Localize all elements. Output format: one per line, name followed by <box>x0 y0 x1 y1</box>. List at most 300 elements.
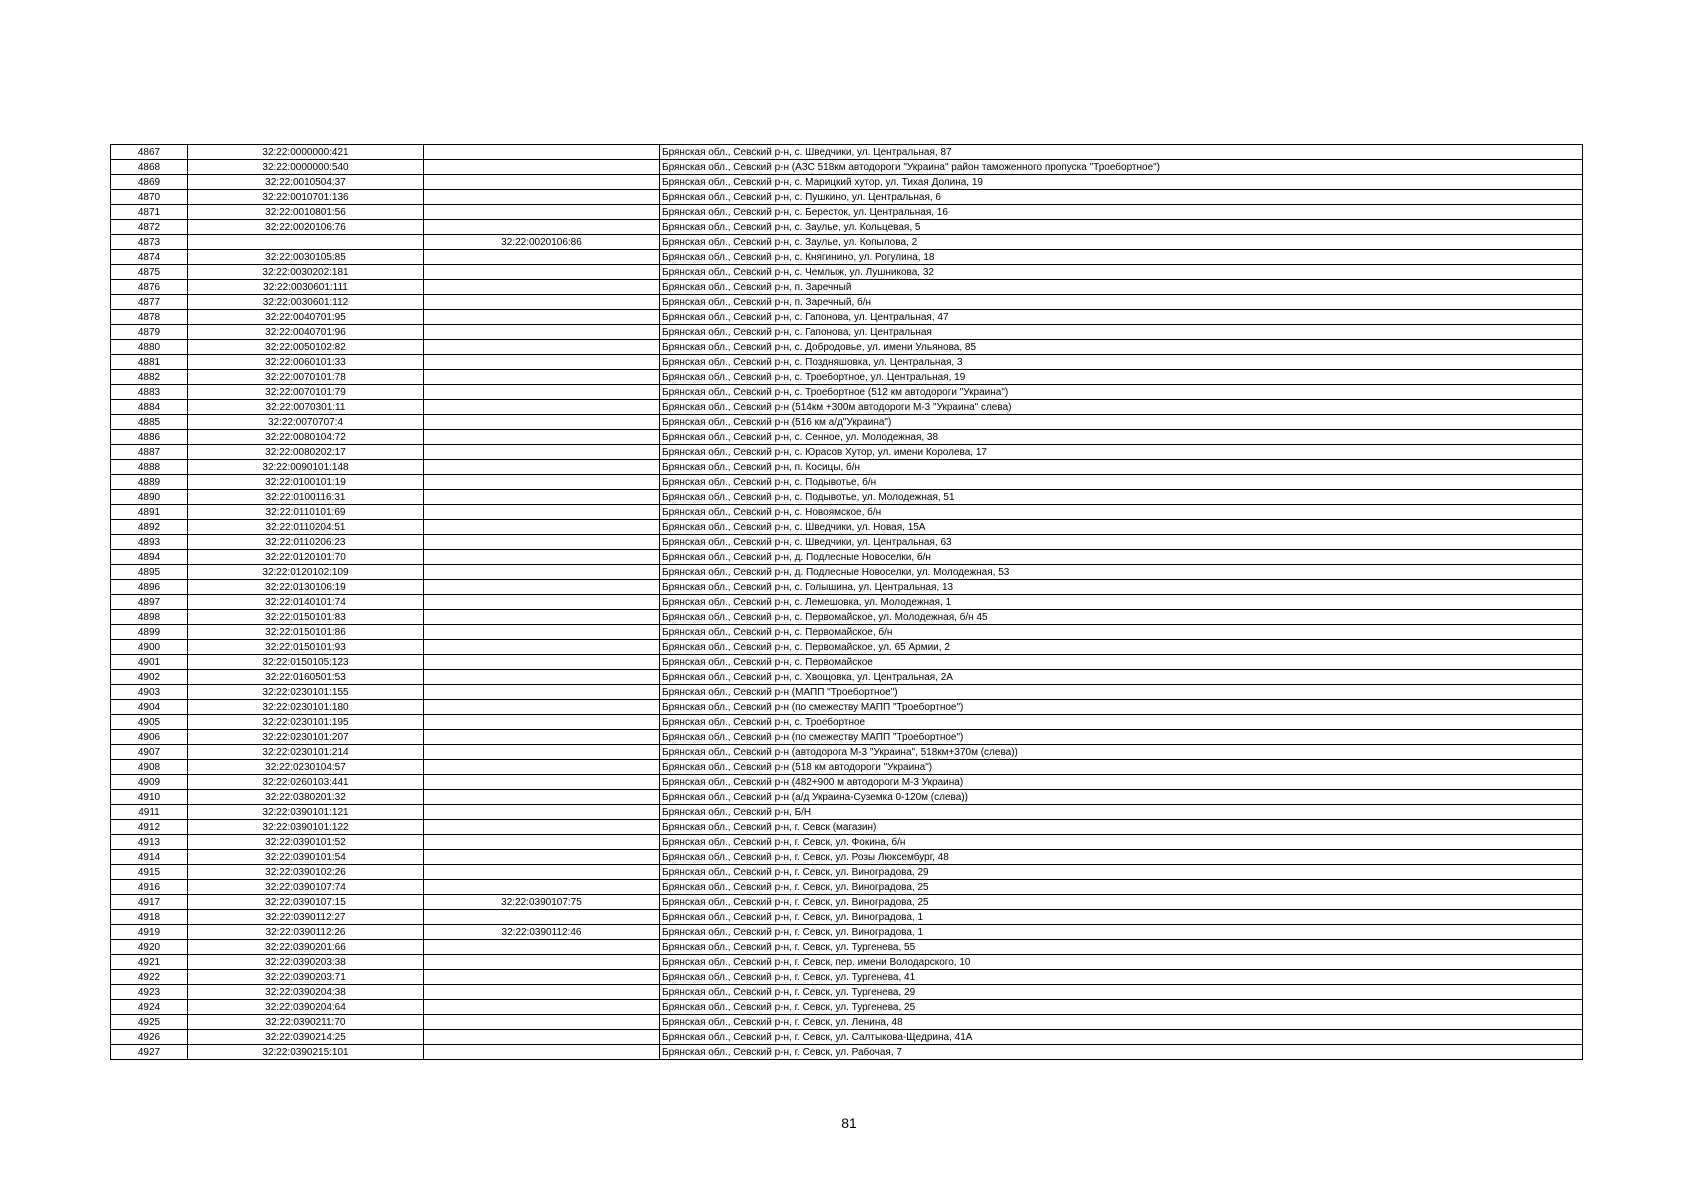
cadastral-number-cell: 32:22:0230104:57 <box>188 760 424 775</box>
address-cell: Брянская обл., Севский р-н, с. Троебортное (512 км автодороги "Украина") <box>660 385 1583 400</box>
cadastral-number-cell: 32:22:0070101:78 <box>188 370 424 385</box>
table-row <box>111 1030 1583 1045</box>
table-row <box>111 1015 1583 1030</box>
address-cell: Брянская обл., Севский р-н (МАПП "Троебортное") <box>660 685 1583 700</box>
related-cadastral-number-cell <box>424 205 660 220</box>
cadastral-number-cell: 32:22:0050102:82 <box>188 340 424 355</box>
table-row <box>111 340 1583 355</box>
cadastral-number-cell: 32:22:0140101:74 <box>188 595 424 610</box>
cadastral-number-cell: 32:22:0390101:122 <box>188 820 424 835</box>
row-number-cell: 4925 <box>111 1015 188 1030</box>
table-row <box>111 550 1583 565</box>
row-number-cell: 4903 <box>111 685 188 700</box>
related-cadastral-number-cell <box>424 385 660 400</box>
related-cadastral-number-cell <box>424 520 660 535</box>
cadastral-number-cell: 32:22:0150105:123 <box>188 655 424 670</box>
cadastral-number-cell: 32:22:0230101:155 <box>188 685 424 700</box>
row-number-cell: 4912 <box>111 820 188 835</box>
cadastral-number-cell: 32:22:0390204:64 <box>188 1000 424 1015</box>
address-cell: Брянская обл., Севский р-н, с. Шведчики, ул. Центральная, 87 <box>660 145 1583 160</box>
table-row <box>111 985 1583 1000</box>
cadastral-number-cell: 32:22:0010504:37 <box>188 175 424 190</box>
cadastral-number-cell: 32:22:0070301:11 <box>188 400 424 415</box>
table-row <box>111 355 1583 370</box>
related-cadastral-number-cell <box>424 160 660 175</box>
table-row <box>111 385 1583 400</box>
related-cadastral-number-cell <box>424 610 660 625</box>
address-cell: Брянская обл., Севский р-н, г. Севск, ул. Рабочая, 7 <box>660 1045 1583 1060</box>
page-number: 81 <box>841 1115 857 1131</box>
table-row <box>111 190 1583 205</box>
address-cell: Брянская обл., Севский р-н, с. Заулье, ул. Копылова, 2 <box>660 235 1583 250</box>
table-row <box>111 1000 1583 1015</box>
table-row <box>111 925 1583 940</box>
row-number-cell: 4867 <box>111 145 188 160</box>
cadastral-number-cell: 32:22:0390101:54 <box>188 850 424 865</box>
address-cell: Брянская обл., Севский р-н (482+900 м автодороги М-3 Украина) <box>660 775 1583 790</box>
table-row <box>111 295 1583 310</box>
row-number-cell: 4926 <box>111 1030 188 1045</box>
related-cadastral-number-cell <box>424 145 660 160</box>
row-number-cell: 4880 <box>111 340 188 355</box>
cadastral-number-cell: 32:22:0100116:31 <box>188 490 424 505</box>
address-cell: Брянская обл., Севский р-н, г. Севск, пер. имени Володарского, 10 <box>660 955 1583 970</box>
row-number-cell: 4905 <box>111 715 188 730</box>
related-cadastral-number-cell <box>424 490 660 505</box>
related-cadastral-number-cell <box>424 820 660 835</box>
table-row <box>111 475 1583 490</box>
row-number-cell: 4914 <box>111 850 188 865</box>
address-cell: Брянская обл., Севский р-н, г. Севск, ул. Салтыкова-Щедрина, 41А <box>660 1030 1583 1045</box>
table-row <box>111 805 1583 820</box>
address-cell: Брянская обл., Севский р-н, с. Шведчики, ул. Центральная, 63 <box>660 535 1583 550</box>
table-row <box>111 880 1583 895</box>
address-cell: Брянская обл., Севский р-н, с. Подывотье, ул. Молодежная, 51 <box>660 490 1583 505</box>
cadastral-number-cell: 32:22:0380201:32 <box>188 790 424 805</box>
related-cadastral-number-cell <box>424 1015 660 1030</box>
cadastral-number-cell: 32:22:0110206:23 <box>188 535 424 550</box>
row-number-cell: 4924 <box>111 1000 188 1015</box>
address-cell: Брянская обл., Севский р-н, с. Гапонова, ул. Центральная <box>660 325 1583 340</box>
cadastral-number-cell: 32:22:0390102:26 <box>188 865 424 880</box>
table-row <box>111 460 1583 475</box>
table-row <box>111 445 1583 460</box>
related-cadastral-number-cell <box>424 880 660 895</box>
cadastral-number-cell: 32:22:0230101:214 <box>188 745 424 760</box>
related-cadastral-number-cell <box>424 955 660 970</box>
row-number-cell: 4887 <box>111 445 188 460</box>
cadastral-number-cell: 32:22:0390112:26 <box>188 925 424 940</box>
table-row <box>111 610 1583 625</box>
table-row <box>111 685 1583 700</box>
row-number-cell: 4878 <box>111 310 188 325</box>
row-number-cell: 4894 <box>111 550 188 565</box>
cadastral-number-cell: 32:22:0390107:74 <box>188 880 424 895</box>
address-cell: Брянская обл., Севский р-н, с. Марицкий хутор, ул. Тихая Долина, 19 <box>660 175 1583 190</box>
row-number-cell: 4923 <box>111 985 188 1000</box>
cadastral-number-cell: 32:22:0390201:66 <box>188 940 424 955</box>
table-row <box>111 865 1583 880</box>
cadastral-number-cell: 32:22:0120102:109 <box>188 565 424 580</box>
cadastral-number-cell: 32:22:0070101:79 <box>188 385 424 400</box>
related-cadastral-number-cell <box>424 220 660 235</box>
related-cadastral-number-cell <box>424 310 660 325</box>
address-cell: Брянская обл., Севский р-н, п. Заречный <box>660 280 1583 295</box>
row-number-cell: 4910 <box>111 790 188 805</box>
table-row <box>111 490 1583 505</box>
related-cadastral-number-cell <box>424 1030 660 1045</box>
address-cell: Брянская обл., Севский р-н, с. Поздняшовка, ул. Центральная, 3 <box>660 355 1583 370</box>
row-number-cell: 4915 <box>111 865 188 880</box>
address-cell: Брянская обл., Севский р-н, д. Подлесные Новоселки, ул. Молодежная, 53 <box>660 565 1583 580</box>
cadastral-number-cell: 32:22:0390211:70 <box>188 1015 424 1030</box>
address-cell: Брянская обл., Севский р-н (автодорога М-3 "Украина", 518км+370м (слева)) <box>660 745 1583 760</box>
address-cell: Брянская обл., Севский р-н, с. Бересток, ул. Центральная, 16 <box>660 205 1583 220</box>
row-number-cell: 4921 <box>111 955 188 970</box>
table-row <box>111 310 1583 325</box>
row-number-cell: 4872 <box>111 220 188 235</box>
related-cadastral-number-cell: 32:22:0390112:46 <box>424 925 660 940</box>
related-cadastral-number-cell <box>424 415 660 430</box>
table-row <box>111 715 1583 730</box>
table-row <box>111 790 1583 805</box>
row-number-cell: 4922 <box>111 970 188 985</box>
table-row <box>111 955 1583 970</box>
cadastral-number-cell: 32:22:0000000:421 <box>188 145 424 160</box>
related-cadastral-number-cell <box>424 355 660 370</box>
related-cadastral-number-cell: 32:22:0390107:75 <box>424 895 660 910</box>
address-cell: Брянская обл., Севский р-н, с. Княгинино, ул. Рогулина, 18 <box>660 250 1583 265</box>
table-row <box>111 205 1583 220</box>
table-row <box>111 580 1583 595</box>
row-number-cell: 4902 <box>111 670 188 685</box>
table-row <box>111 730 1583 745</box>
cadastral-number-cell: 32:22:0230101:195 <box>188 715 424 730</box>
table-row <box>111 775 1583 790</box>
address-cell: Брянская обл., Севский р-н, с. Новоямское, б/н <box>660 505 1583 520</box>
cadastral-number-cell: 32:22:0080202:17 <box>188 445 424 460</box>
address-cell: Брянская обл., Севский р-н, г. Севск, ул. Виноградова, 25 <box>660 880 1583 895</box>
table-row <box>111 595 1583 610</box>
address-cell: Брянская обл., Севский р-н, с. Троебортное <box>660 715 1583 730</box>
related-cadastral-number-cell <box>424 835 660 850</box>
row-number-cell: 4920 <box>111 940 188 955</box>
cadastral-number-cell: 32:22:0390215:101 <box>188 1045 424 1060</box>
table-row <box>111 835 1583 850</box>
address-cell: Брянская обл., Севский р-н, с. Чемлыж, ул. Лушникова, 32 <box>660 265 1583 280</box>
table-row <box>111 400 1583 415</box>
related-cadastral-number-cell <box>424 505 660 520</box>
cadastral-number-cell: 32:22:0040701:95 <box>188 310 424 325</box>
table-row <box>111 535 1583 550</box>
table-row <box>111 505 1583 520</box>
table-row <box>111 850 1583 865</box>
row-number-cell: 4882 <box>111 370 188 385</box>
related-cadastral-number-cell <box>424 340 660 355</box>
related-cadastral-number-cell <box>424 745 660 760</box>
address-cell: Брянская обл., Севский р-н, г. Севск, ул. Тургенева, 55 <box>660 940 1583 955</box>
table-row <box>111 625 1583 640</box>
address-cell: Брянская обл., Севский р-н, с. Добродовье, ул. имени Ульянова, 85 <box>660 340 1583 355</box>
cadastral-number-cell: 32:22:0390112:27 <box>188 910 424 925</box>
cadastral-number-cell: 32:22:0390107:15 <box>188 895 424 910</box>
cadastral-number-cell: 32:22:0000000:540 <box>188 160 424 175</box>
address-cell: Брянская обл., Севский р-н, с. Подывотье, б/н <box>660 475 1583 490</box>
address-cell: Брянская обл., Севский р-н, д. Подлесные Новоселки, б/н <box>660 550 1583 565</box>
related-cadastral-number-cell <box>424 190 660 205</box>
cadastral-number-cell: 32:22:0010701:136 <box>188 190 424 205</box>
related-cadastral-number-cell <box>424 910 660 925</box>
row-number-cell: 4879 <box>111 325 188 340</box>
cadastral-number-cell: 32:22:0030601:111 <box>188 280 424 295</box>
related-cadastral-number-cell <box>424 250 660 265</box>
address-cell: Брянская обл., Севский р-н, п. Косицы, б/н <box>660 460 1583 475</box>
cadastral-number-cell: 32:22:0150101:86 <box>188 625 424 640</box>
row-number-cell: 4876 <box>111 280 188 295</box>
cadastral-number-cell: 32:22:0110204:51 <box>188 520 424 535</box>
row-number-cell: 4890 <box>111 490 188 505</box>
row-number-cell: 4908 <box>111 760 188 775</box>
table-row <box>111 1045 1583 1060</box>
related-cadastral-number-cell <box>424 655 660 670</box>
address-cell: Брянская обл., Севский р-н, г. Севск, ул. Виноградова, 1 <box>660 925 1583 940</box>
cadastral-number-cell: 32:22:0390203:38 <box>188 955 424 970</box>
related-cadastral-number-cell <box>424 1045 660 1060</box>
table-row <box>111 940 1583 955</box>
table-row <box>111 160 1583 175</box>
address-cell: Брянская обл., Севский р-н (по смежеству МАПП "Троебортное") <box>660 730 1583 745</box>
cadastral-number-cell: 32:22:0150101:83 <box>188 610 424 625</box>
related-cadastral-number-cell <box>424 865 660 880</box>
table-row <box>111 250 1583 265</box>
address-cell: Брянская обл., Севский р-н, с. Заулье, ул. Кольцевая, 5 <box>660 220 1583 235</box>
address-cell: Брянская обл., Севский р-н, с. Голышина, ул. Центральная, 13 <box>660 580 1583 595</box>
address-cell: Брянская обл., Севский р-н, г. Севск (магазин) <box>660 820 1583 835</box>
table-row <box>111 565 1583 580</box>
cadastral-number-cell: 32:22:0390203:71 <box>188 970 424 985</box>
related-cadastral-number-cell <box>424 550 660 565</box>
row-number-cell: 4870 <box>111 190 188 205</box>
cadastral-number-cell: 32:22:0120101:70 <box>188 550 424 565</box>
address-cell: Брянская обл., Севский р-н, г. Севск, ул. Виноградова, 25 <box>660 895 1583 910</box>
cadastral-number-cell: 32:22:0390204:38 <box>188 985 424 1000</box>
table-row <box>111 910 1583 925</box>
row-number-cell: 4906 <box>111 730 188 745</box>
row-number-cell: 4909 <box>111 775 188 790</box>
address-cell: Брянская обл., Севский р-н, с. Хвощовка, ул. Центральная, 2А <box>660 670 1583 685</box>
row-number-cell: 4918 <box>111 910 188 925</box>
related-cadastral-number-cell <box>424 580 660 595</box>
table-row <box>111 280 1583 295</box>
row-number-cell: 4874 <box>111 250 188 265</box>
related-cadastral-number-cell <box>424 1000 660 1015</box>
table-row <box>111 175 1583 190</box>
related-cadastral-number-cell <box>424 790 660 805</box>
cadastral-number-cell: 32:22:0090101:148 <box>188 460 424 475</box>
row-number-cell: 4889 <box>111 475 188 490</box>
address-cell: Брянская обл., Севский р-н, г. Севск, ул. Виноградова, 29 <box>660 865 1583 880</box>
row-number-cell: 4900 <box>111 640 188 655</box>
related-cadastral-number-cell <box>424 430 660 445</box>
cadastral-number-cell: 32:22:0030105:85 <box>188 250 424 265</box>
related-cadastral-number-cell <box>424 940 660 955</box>
table-row <box>111 745 1583 760</box>
related-cadastral-number-cell: 32:22:0020106:86 <box>424 235 660 250</box>
row-number-cell: 4919 <box>111 925 188 940</box>
table-row <box>111 520 1583 535</box>
cadastral-number-cell: 32:22:0390214:25 <box>188 1030 424 1045</box>
table-row <box>111 640 1583 655</box>
address-cell: Брянская обл., Севский р-н, г. Севск, ул. Тургенева, 25 <box>660 1000 1583 1015</box>
related-cadastral-number-cell <box>424 475 660 490</box>
address-cell: Брянская обл., Севский р-н (АЗС 518км автодороги "Украина" район таможенного пропуска "Троебортное") <box>660 160 1583 175</box>
row-number-cell: 4869 <box>111 175 188 190</box>
table-row <box>111 370 1583 385</box>
cadastral-number-cell: 32:22:0060101:33 <box>188 355 424 370</box>
table-row <box>111 895 1583 910</box>
address-cell: Брянская обл., Севский р-н, с. Первомайское <box>660 655 1583 670</box>
table-row <box>111 235 1583 250</box>
row-number-cell: 4893 <box>111 535 188 550</box>
cadastral-number-cell: 32:22:0020106:76 <box>188 220 424 235</box>
cadastral-number-cell: 32:22:0040701:96 <box>188 325 424 340</box>
row-number-cell: 4904 <box>111 700 188 715</box>
cadastral-number-cell <box>188 235 424 250</box>
table-row <box>111 430 1583 445</box>
address-cell: Брянская обл., Севский р-н, с. Первомайское, ул. Молодежная, б/н 45 <box>660 610 1583 625</box>
address-cell: Брянская обл., Севский р-н (516 км а/д"Украина") <box>660 415 1583 430</box>
address-cell: Брянская обл., Севский р-н (а/д Украина-Суземка 0-120м (слева)) <box>660 790 1583 805</box>
table-row <box>111 670 1583 685</box>
row-number-cell: 4881 <box>111 355 188 370</box>
address-cell: Брянская обл., Севский р-н (518 км автодороги "Украина") <box>660 760 1583 775</box>
related-cadastral-number-cell <box>424 535 660 550</box>
related-cadastral-number-cell <box>424 175 660 190</box>
row-number-cell: 4927 <box>111 1045 188 1060</box>
row-number-cell: 4898 <box>111 610 188 625</box>
address-cell: Брянская обл., Севский р-н, с. Лемешовка, ул. Молодежная, 1 <box>660 595 1583 610</box>
related-cadastral-number-cell <box>424 370 660 385</box>
row-number-cell: 4892 <box>111 520 188 535</box>
cadastral-number-cell: 32:22:0100101:19 <box>188 475 424 490</box>
cadastral-number-cell: 32:22:0030601:112 <box>188 295 424 310</box>
address-cell: Брянская обл., Севский р-н, с. Шведчики, ул. Новая, 15А <box>660 520 1583 535</box>
row-number-cell: 4907 <box>111 745 188 760</box>
address-cell: Брянская обл., Севский р-н, г. Севск, ул. Виноградова, 1 <box>660 910 1583 925</box>
related-cadastral-number-cell <box>424 325 660 340</box>
cadastral-number-cell: 32:22:0160501:53 <box>188 670 424 685</box>
row-number-cell: 4875 <box>111 265 188 280</box>
related-cadastral-number-cell <box>424 625 660 640</box>
table-row <box>111 760 1583 775</box>
table-row <box>111 820 1583 835</box>
cadastral-number-cell: 32:22:0030202:181 <box>188 265 424 280</box>
row-number-cell: 4884 <box>111 400 188 415</box>
address-cell: Брянская обл., Севский р-н, г. Севск, ул. Ленина, 48 <box>660 1015 1583 1030</box>
table-row <box>111 970 1583 985</box>
cadastral-number-cell: 32:22:0260103:441 <box>188 775 424 790</box>
address-cell: Брянская обл., Севский р-н, г. Севск, ул. Тургенева, 41 <box>660 970 1583 985</box>
related-cadastral-number-cell <box>424 985 660 1000</box>
table-row <box>111 265 1583 280</box>
row-number-cell: 4895 <box>111 565 188 580</box>
address-cell: Брянская обл., Севский р-н, с. Пушкино, ул. Центральная, 6 <box>660 190 1583 205</box>
related-cadastral-number-cell <box>424 715 660 730</box>
table-row <box>111 145 1583 160</box>
related-cadastral-number-cell <box>424 460 660 475</box>
address-cell: Брянская обл., Севский р-н (514км +300м автодороги М-3 "Украина" слева) <box>660 400 1583 415</box>
related-cadastral-number-cell <box>424 400 660 415</box>
row-number-cell: 4901 <box>111 655 188 670</box>
registry-table <box>110 144 1583 1060</box>
related-cadastral-number-cell <box>424 805 660 820</box>
row-number-cell: 4886 <box>111 430 188 445</box>
related-cadastral-number-cell <box>424 700 660 715</box>
cadastral-number-cell: 32:22:0150101:93 <box>188 640 424 655</box>
table-row <box>111 415 1583 430</box>
address-cell: Брянская обл., Севский р-н, с. Гапонова, ул. Центральная, 47 <box>660 310 1583 325</box>
address-cell: Брянская обл., Севский р-н, с. Троебортное, ул. Центральная, 19 <box>660 370 1583 385</box>
related-cadastral-number-cell <box>424 970 660 985</box>
row-number-cell: 4896 <box>111 580 188 595</box>
address-cell: Брянская обл., Севский р-н, п. Заречный, б/н <box>660 295 1583 310</box>
related-cadastral-number-cell <box>424 685 660 700</box>
row-number-cell: 4873 <box>111 235 188 250</box>
related-cadastral-number-cell <box>424 850 660 865</box>
related-cadastral-number-cell <box>424 670 660 685</box>
cadastral-number-cell: 32:22:0070707:4 <box>188 415 424 430</box>
related-cadastral-number-cell <box>424 280 660 295</box>
cadastral-number-cell: 32:22:0010801:56 <box>188 205 424 220</box>
cadastral-number-cell: 32:22:0390101:121 <box>188 805 424 820</box>
row-number-cell: 4877 <box>111 295 188 310</box>
cadastral-number-cell: 32:22:0110101:69 <box>188 505 424 520</box>
row-number-cell: 4888 <box>111 460 188 475</box>
row-number-cell: 4911 <box>111 805 188 820</box>
cadastral-number-cell: 32:22:0080104:72 <box>188 430 424 445</box>
address-cell: Брянская обл., Севский р-н, г. Севск, ул. Розы Люксембург, 48 <box>660 850 1583 865</box>
row-number-cell: 4913 <box>111 835 188 850</box>
related-cadastral-number-cell <box>424 565 660 580</box>
row-number-cell: 4917 <box>111 895 188 910</box>
cadastral-number-cell: 32:22:0230101:207 <box>188 730 424 745</box>
related-cadastral-number-cell <box>424 595 660 610</box>
related-cadastral-number-cell <box>424 760 660 775</box>
row-number-cell: 4899 <box>111 625 188 640</box>
row-number-cell: 4885 <box>111 415 188 430</box>
table-row <box>111 220 1583 235</box>
related-cadastral-number-cell <box>424 730 660 745</box>
address-cell: Брянская обл., Севский р-н (по смежеству МАПП "Троебортное") <box>660 700 1583 715</box>
row-number-cell: 4891 <box>111 505 188 520</box>
related-cadastral-number-cell <box>424 640 660 655</box>
table-row <box>111 700 1583 715</box>
related-cadastral-number-cell <box>424 445 660 460</box>
address-cell: Брянская обл., Севский р-н, с. Первомайское, б/н <box>660 625 1583 640</box>
address-cell: Брянская обл., Севский р-н, г. Севск, ул. Тургенева, 29 <box>660 985 1583 1000</box>
registry-body <box>111 145 1583 1060</box>
address-cell: Брянская обл., Севский р-н, с. Сенное, ул. Молодежная, 38 <box>660 430 1583 445</box>
row-number-cell: 4871 <box>111 205 188 220</box>
row-number-cell: 4883 <box>111 385 188 400</box>
address-cell: Брянская обл., Севский р-н, Б/Н <box>660 805 1583 820</box>
table-row <box>111 325 1583 340</box>
row-number-cell: 4897 <box>111 595 188 610</box>
related-cadastral-number-cell <box>424 265 660 280</box>
address-cell: Брянская обл., Севский р-н, г. Севск, ул. Фокина, б/н <box>660 835 1583 850</box>
row-number-cell: 4868 <box>111 160 188 175</box>
row-number-cell: 4916 <box>111 880 188 895</box>
